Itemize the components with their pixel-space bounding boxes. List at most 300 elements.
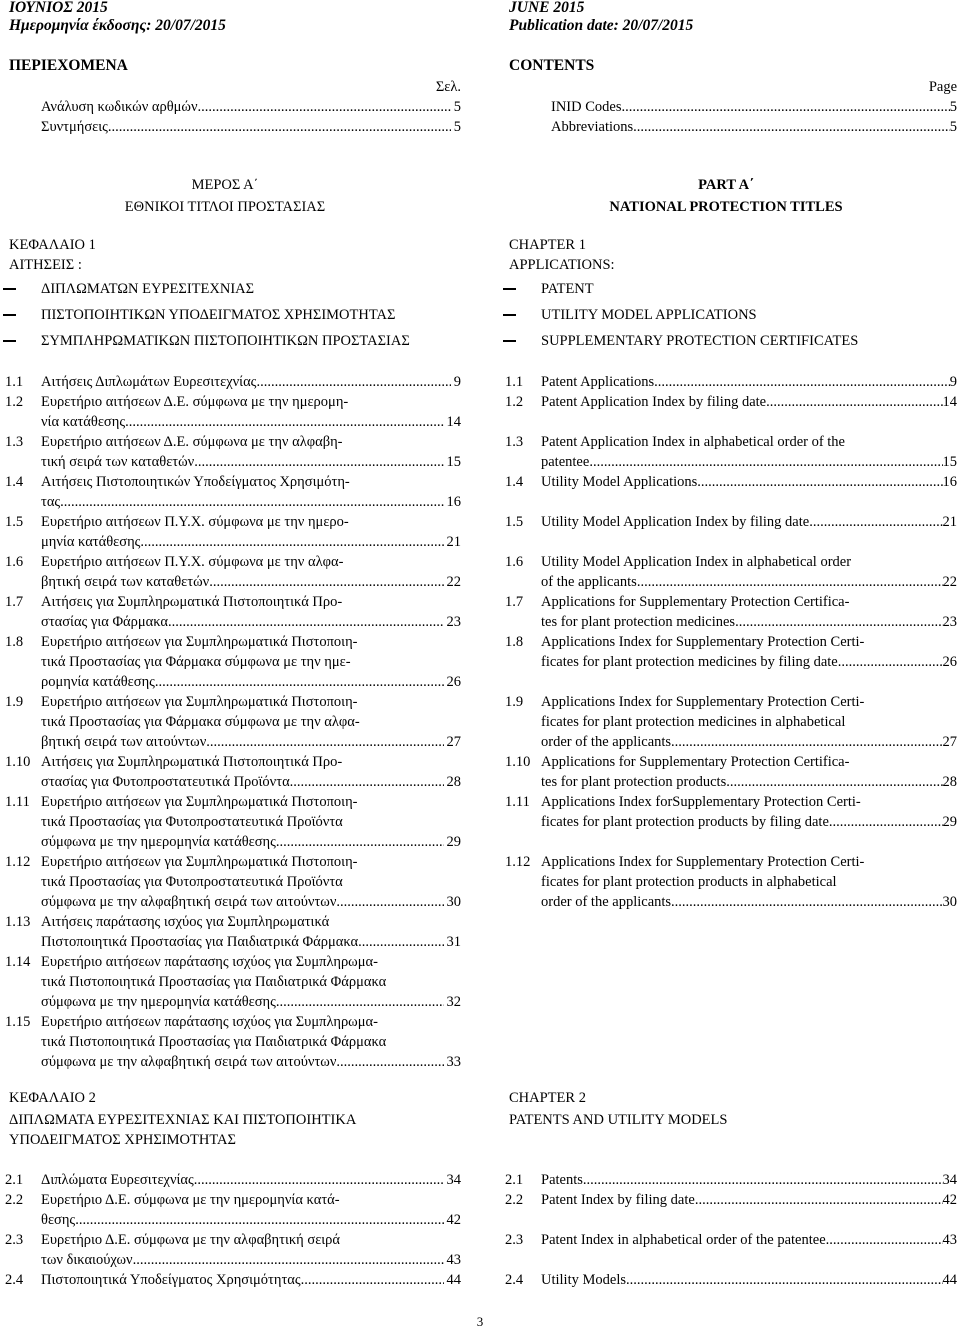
- toc-item-line: [541, 432, 957, 452]
- toc-item-text: μηνία κατάθεσης: [41, 534, 141, 550]
- dot-leader: [726, 772, 942, 792]
- toc-item-line: [541, 1190, 957, 1210]
- toc-item-line: [41, 452, 461, 472]
- toc-item-text: Ευρετήριο αιτήσεων για Συμπληρωματικά Πιστοποιη-: [41, 854, 358, 870]
- toc-item-number: 1.8: [505, 634, 524, 650]
- chapter-2-title: ΚΕΦΑΛΑΙΟ 2: [9, 1090, 96, 1106]
- toc-item-line: [541, 372, 957, 392]
- toc-item-page: 43: [446, 1252, 461, 1268]
- toc-item-text: Applications for Supplementary Protection Certifica-: [541, 594, 850, 610]
- toc-item-number: 1.9: [505, 694, 524, 710]
- dot-leader: [583, 1170, 943, 1190]
- dot-leader: [654, 372, 950, 392]
- toc-item-line: [41, 1012, 461, 1032]
- toc-item-number: 1.9: [5, 694, 24, 710]
- toc-item-number: 1.4: [505, 474, 524, 490]
- toc-item-body: [41, 392, 461, 432]
- dot-leader: [633, 117, 950, 137]
- dot-leader: [626, 1270, 943, 1290]
- toc-item-text: Ευρετήριο Δ.Ε. σύμφωνα με την αλφαβητική σειρά: [41, 1232, 341, 1248]
- toc-item-number: 2.4: [5, 1272, 24, 1288]
- toc-item-number: 1.2: [505, 394, 524, 410]
- toc-item-body: [541, 592, 957, 632]
- toc-item-body: [541, 552, 957, 592]
- toc-item-line: [41, 732, 461, 752]
- toc-item-text: ficates for plant protection medicines in alphabetical: [541, 714, 846, 730]
- dot-leader: [671, 732, 942, 752]
- toc-item-text: patentee: [541, 454, 590, 470]
- toc-item-line: [41, 1052, 461, 1072]
- toc-item-text: tes for plant protection products: [541, 774, 727, 790]
- toc-item-text: στασίας για Φάρμακα: [41, 614, 169, 630]
- dash-bullet: [3, 314, 16, 316]
- toc-item-line: [541, 512, 957, 532]
- dot-leader: [589, 452, 942, 472]
- toc-item-number: 1.3: [5, 434, 24, 450]
- toc-item-text: Applications for Supplementary Protection Certifica-: [541, 754, 850, 770]
- toc-item-text: Patent Application Index by filing date: [541, 394, 767, 410]
- toc-item-text: τικά Προστασίας για Φάρμακα σύμφωνα με την ημε-: [41, 654, 351, 670]
- toc-item-text: Αιτήσεις για Συμπληρωματικά Πιστοποιητικά Προ-: [41, 754, 343, 770]
- toc-item-line: [41, 592, 461, 612]
- toc-item-page: 33: [446, 1054, 461, 1070]
- toc-item-line: [41, 812, 461, 832]
- toc-item-page: 27: [446, 734, 461, 750]
- toc-entry-text: Συντμήσεις: [41, 119, 108, 135]
- toc-item-number: 2.3: [5, 1232, 24, 1248]
- toc-item-text: βητική σειρά των καταθετών: [41, 574, 210, 590]
- toc-item-page: 42: [942, 1192, 957, 1208]
- dot-leader: [336, 892, 443, 912]
- chapter-2-title: CHAPTER 2: [509, 1090, 586, 1106]
- toc-item-body: [41, 372, 461, 392]
- toc-item-body: [541, 432, 957, 472]
- dot-leader: [206, 732, 443, 752]
- toc-entry[interactable]: [551, 97, 957, 117]
- toc-item-text: order of the applicants: [541, 734, 672, 750]
- toc-item-body: [541, 392, 957, 412]
- toc-item-body: [41, 1190, 461, 1230]
- toc-item-line: [41, 872, 461, 892]
- toc-item-page: 23: [446, 614, 461, 630]
- publication-date: Publication date: 20/07/2015: [509, 17, 694, 34]
- toc-item-line: [41, 692, 461, 712]
- toc-item-text: τικά Πιστοποιητικά Προστασίας για Παιδιατρικά Φάρμακα: [41, 974, 387, 990]
- toc-item-page: 32: [446, 994, 461, 1010]
- dot-leader: [209, 572, 443, 592]
- toc-item-line: [41, 832, 461, 852]
- toc-item-text: Patent Applications: [541, 374, 655, 390]
- toc-item-text: τικά Προστασίας για Φυτοπροστατευτικά Προϊόντα: [41, 874, 343, 890]
- toc-item-page: 15: [446, 454, 461, 470]
- dot-leader: [301, 1270, 444, 1290]
- toc-item-body: [41, 912, 461, 952]
- toc-item-text: Patent Index in alphabetical order of the patentee: [541, 1232, 826, 1248]
- dot-leader: [108, 117, 451, 137]
- dot-leader: [133, 1250, 444, 1270]
- dot-leader: [826, 1230, 943, 1250]
- toc-item-page: 43: [942, 1232, 957, 1248]
- toc-entry[interactable]: [551, 117, 957, 137]
- toc-item-line: [41, 912, 461, 932]
- toc-item-page: 26: [446, 674, 461, 690]
- toc-item-body: [541, 372, 957, 392]
- toc-item-number: 1.15: [5, 1014, 31, 1030]
- toc-item-page: 14: [942, 394, 957, 410]
- toc-item-number: 1.3: [505, 434, 524, 450]
- toc-item-page: 27: [942, 734, 957, 750]
- part-title: PART A΄: [698, 177, 754, 193]
- toc-item-page: 22: [942, 574, 957, 590]
- toc-item-text: Ευρετήριο αιτήσεων παράτασης ισχύος για Συμπληρωμα-: [41, 954, 378, 970]
- part-subtitle: ΕΘΝΙΚΟΙ ΤΙΤΛΟΙ ΠΡΟΣΤΑΣΙΑΣ: [124, 199, 326, 215]
- toc-item-body: [541, 852, 957, 912]
- toc-item-text: Πιστοποιητικά Προστασίας για Παιδιατρικά Φάρμακα: [41, 934, 359, 950]
- toc-item-text: Αιτήσεις Διπλωμάτων Ευρεσιτεχνίας: [41, 374, 257, 390]
- toc-item-line: [41, 1230, 461, 1250]
- toc-item-number: 1.6: [5, 554, 24, 570]
- toc-item-text: Utility Model Application Index by filing date: [541, 514, 810, 530]
- toc-item-text: ficates for plant protection medicines by filing date: [541, 654, 838, 670]
- toc-item-body: [41, 752, 461, 792]
- toc-item-text: σύμφωνα με την αλφαβητική σειρά των αιτούντων: [41, 894, 337, 910]
- toc-item-page: 15: [942, 454, 957, 470]
- toc-item-number: 2.1: [5, 1172, 24, 1188]
- toc-item-line: [541, 1170, 957, 1190]
- toc-item-page: 26: [942, 654, 957, 670]
- toc-item-line: [541, 852, 957, 872]
- chapter-2-subtitle: ΥΠΟΔΕΙΓΜΑΤΟΣ ΧΡΗΣΙΜΟΤΗΤΑΣ: [9, 1132, 236, 1148]
- toc-entry-page: 5: [453, 99, 461, 115]
- toc-item-line: [41, 852, 461, 872]
- toc-item-line: [541, 392, 957, 412]
- issue-title: JUNE 2015: [509, 0, 585, 16]
- toc-item-line: [41, 672, 461, 692]
- toc-item-line: [41, 632, 461, 652]
- toc-item-text: των δικαιούχων: [41, 1252, 133, 1268]
- toc-item-text: Ευρετήριο αιτήσεων για Συμπληρωματικά Πιστοποιη-: [41, 794, 358, 810]
- toc-item-line: [41, 752, 461, 772]
- toc-item-number: 2.1: [505, 1172, 524, 1188]
- toc-entry-text: Abbreviations: [551, 119, 634, 135]
- toc-item-page: 42: [446, 1212, 461, 1228]
- toc-item-text: σύμφωνα με την ημερομηνία κατάθεσης: [41, 834, 276, 850]
- toc-item-page: 16: [446, 494, 461, 510]
- toc-entry[interactable]: [41, 117, 461, 137]
- application-type-label: ΣΥΜΠΛΗΡΩΜΑΤΙΚΩΝ ΠΙΣΤΟΠΟΙΗΤΙΚΩΝ ΠΡΟΣΤΑΣΙΑΣ: [41, 333, 410, 349]
- dot-leader: [276, 832, 444, 852]
- toc-item-body: [541, 1170, 957, 1190]
- toc-item-line: [541, 892, 957, 912]
- toc-item-line: [541, 552, 957, 572]
- toc-item-text: Applications Index for Supplementary Protection Certi-: [541, 634, 865, 650]
- dot-leader: [256, 372, 450, 392]
- dash-bullet: [3, 340, 16, 342]
- toc-item-line: [41, 532, 461, 552]
- toc-item-line: [41, 1032, 461, 1052]
- toc-item-body: [41, 632, 461, 692]
- toc-item-line: [41, 1250, 461, 1270]
- dot-leader: [697, 472, 942, 492]
- dot-leader: [140, 532, 443, 552]
- chapter-1-title: CHAPTER 1: [509, 237, 586, 253]
- toc-item-line: [541, 1230, 957, 1250]
- toc-item-page: 34: [446, 1172, 461, 1188]
- toc-item-line: [41, 952, 461, 972]
- chapter-2-subtitle: ΔΙΠΛΩΜΑΤΑ ΕΥΡΕΣΙΤΕΧΝΙΑΣ ΚΑΙ ΠΙΣΤΟΠΟΙΗΤΙΚΑ: [9, 1112, 357, 1128]
- dot-leader: [735, 612, 942, 632]
- toc-item-number: 1.14: [5, 954, 31, 970]
- toc-item-number: 1.11: [5, 794, 30, 810]
- dot-leader: [838, 652, 943, 672]
- dot-leader: [194, 1170, 444, 1190]
- toc-item-line: [41, 612, 461, 632]
- dash-bullet: [503, 340, 516, 342]
- toc-item-number: 1.8: [5, 634, 24, 650]
- toc-item-text: Αιτήσεις παράτασης ισχύος για Συμπληρωματικά: [41, 914, 330, 930]
- toc-item-line: [41, 972, 461, 992]
- toc-item-line: [541, 752, 957, 772]
- part-subtitle: NATIONAL PROTECTION TITLES: [609, 199, 843, 215]
- toc-item-page: 21: [446, 534, 461, 550]
- toc-item-page: 34: [942, 1172, 957, 1188]
- toc-entry-page: 5: [453, 119, 461, 135]
- toc-item-page: 31: [446, 934, 461, 950]
- toc-item-body: [41, 552, 461, 592]
- toc-item-text: τικά Προστασίας για Φάρμακα σύμφωνα με την αλφα-: [41, 714, 360, 730]
- dot-leader: [276, 992, 444, 1012]
- toc-item-text: Applications Index for Supplementary Protection Certi-: [541, 854, 865, 870]
- toc-item-line: [41, 512, 461, 532]
- toc-item-text: Utility Models: [541, 1272, 626, 1288]
- toc-item-page: 30: [446, 894, 461, 910]
- toc-item-number: 1.1: [5, 374, 24, 390]
- toc-item-text: θεσης: [41, 1212, 76, 1228]
- toc-item-text: of the applicants: [541, 574, 637, 590]
- toc-item-body: [541, 1270, 957, 1290]
- toc-item-number: 1.10: [5, 754, 31, 770]
- dot-leader: [198, 97, 451, 117]
- toc-item-body: [41, 952, 461, 1012]
- dot-leader: [194, 452, 443, 472]
- page-column-label: Σελ.: [435, 79, 461, 95]
- toc-item-number: 1.7: [5, 594, 24, 610]
- toc-item-number: 1.10: [505, 754, 531, 770]
- toc-item-text: Utility Model Applications: [541, 474, 698, 490]
- toc-item-line: [41, 792, 461, 812]
- toc-item-text: νία κατάθεσης: [41, 414, 126, 430]
- toc-item-page: 28: [446, 774, 461, 790]
- toc-item-page: 23: [942, 614, 957, 630]
- toc-item-text: Αιτήσεις Πιστοποιητικών Υποδείγματος Χρησιμότη-: [41, 474, 350, 490]
- toc-item-text: Patent Application Index in alphabetical order of the: [541, 434, 845, 450]
- toc-item-text: Patents: [541, 1172, 583, 1188]
- contents-title: CONTENTS: [509, 57, 595, 74]
- toc-item-text: Ευρετήριο αιτήσεων Π.Υ.Χ. σύμφωνα με την ημερο-: [41, 514, 349, 530]
- toc-item-line: [41, 392, 461, 412]
- toc-item-number: 1.12: [505, 854, 531, 870]
- dot-leader: [809, 512, 942, 532]
- toc-item-text: order of the applicants: [541, 894, 672, 910]
- toc-item-number: 1.2: [5, 394, 24, 410]
- application-type-label: SUPPLEMENTARY PROTECTION CERTIFICATES: [541, 333, 859, 349]
- toc-item-page: 21: [942, 514, 957, 530]
- toc-item-body: [41, 472, 461, 512]
- dot-leader: [637, 572, 943, 592]
- chapter-1-title: ΚΕΦΑΛΑΙΟ 1: [9, 237, 96, 253]
- toc-item-page: 9: [453, 374, 461, 390]
- toc-item-page: 16: [942, 474, 957, 490]
- toc-item-number: 1.7: [505, 594, 524, 610]
- dot-leader: [766, 392, 942, 412]
- toc-item-number: 1.1: [505, 374, 524, 390]
- toc-item-line: [41, 372, 461, 392]
- toc-entry-page: 5: [949, 119, 957, 135]
- page-number: 3: [476, 1314, 484, 1329]
- toc-item-body: [41, 1012, 461, 1072]
- toc-item-line: [541, 692, 957, 712]
- toc-item-line: [41, 1270, 461, 1290]
- toc-item-line: [41, 472, 461, 492]
- toc-item-line: [41, 992, 461, 1012]
- toc-item-number: 2.2: [505, 1192, 524, 1208]
- toc-item-line: [541, 612, 957, 632]
- toc-item-text: ficates for plant protection products by filing date.: [541, 814, 833, 830]
- dot-leader: [290, 772, 444, 792]
- toc-item-line: [541, 1270, 957, 1290]
- toc-item-text: Ευρετήριο αιτήσεων παράτασης ισχύος για Συμπληρωμα-: [41, 1014, 378, 1030]
- toc-item-text: Ευρετήριο αιτήσεων για Συμπληρωματικά Πιστοποιη-: [41, 694, 358, 710]
- toc-item-line: [541, 632, 957, 652]
- toc-item-line: [541, 572, 957, 592]
- toc-item-text: βητική σειρά των αιτούντων: [41, 734, 207, 750]
- dot-leader: [695, 1190, 943, 1210]
- dot-leader: [75, 1210, 443, 1230]
- toc-item-body: [541, 632, 957, 672]
- toc-item-text: Αιτήσεις για Συμπληρωματικά Πιστοποιητικά Προ-: [41, 594, 343, 610]
- toc-item-page: 29: [446, 834, 461, 850]
- toc-item-text: Ευρετήριο αιτήσεων Δ.Ε. σύμφωνα με την ημερομη-: [41, 394, 349, 410]
- toc-item-text: Ευρετήριο Δ.Ε. σύμφωνα με την ημερομηνία κατά-: [41, 1192, 340, 1208]
- toc-item-text: σύμφωνα με την αλφαβητική σειρά των αιτούντων: [41, 1054, 337, 1070]
- toc-item-line: [41, 572, 461, 592]
- toc-item-line: [41, 552, 461, 572]
- toc-item-line: [541, 592, 957, 612]
- toc-item-page: 28: [942, 774, 957, 790]
- page-column-label: Page: [928, 79, 957, 95]
- dot-leader: [833, 812, 943, 832]
- toc-entry-page: 5: [949, 99, 957, 115]
- toc-item-number: 1.5: [505, 514, 524, 530]
- toc-item-number: 1.6: [505, 554, 524, 570]
- toc-item-text: tes for plant protection medicines: [541, 614, 736, 630]
- toc-item-line: [541, 652, 957, 672]
- toc-item-line: [41, 492, 461, 512]
- toc-item-text: Ευρετήριο αιτήσεων Π.Υ.Χ. σύμφωνα με την αλφα-: [41, 554, 344, 570]
- toc-item-line: [541, 472, 957, 492]
- toc-item-page: 44: [942, 1272, 957, 1288]
- toc-item-line: [41, 652, 461, 672]
- toc-item-body: [541, 752, 957, 792]
- toc-item-page: 29: [942, 814, 957, 830]
- toc-item-text: Διπλώματα Ευρεσιτεχνίας: [41, 1172, 194, 1188]
- toc-item-body: [541, 512, 957, 532]
- toc-item-text: Πιστοποιητικά Υποδείγματος Χρησιμότητας: [41, 1272, 301, 1288]
- toc-item-line: [41, 1210, 461, 1230]
- toc-item-number: 1.13: [5, 914, 31, 930]
- toc-item-body: [541, 1190, 957, 1210]
- toc-item-body: [41, 1270, 461, 1290]
- application-type-label: PATENT: [541, 281, 594, 297]
- application-type-label: ΔΙΠΛΩΜΑΤΩΝ ΕΥΡΕΣΙΤΕΧΝΙΑΣ: [41, 281, 255, 297]
- toc-item-text: Utility Model Application Index in alphabetical order: [541, 554, 852, 570]
- toc-item-number: 1.11: [505, 794, 530, 810]
- toc-item-body: [41, 1170, 461, 1190]
- toc-item-number: 2.4: [505, 1272, 524, 1288]
- toc-item-line: [541, 732, 957, 752]
- toc-item-line: [541, 872, 957, 892]
- toc-item-text: τικά Πιστοποιητικά Προστασίας για Παιδιατρικά Φάρμακα: [41, 1034, 387, 1050]
- dot-leader: [671, 892, 942, 912]
- toc-item-text: ficates for plant protection products in alphabetical: [541, 874, 837, 890]
- dot-leader: [336, 1052, 443, 1072]
- chapter-1-subtitle: APPLICATIONS:: [509, 257, 615, 273]
- toc-item-body: [41, 792, 461, 852]
- toc-item-body: [41, 592, 461, 632]
- toc-item-text: Ευρετήριο αιτήσεων για Συμπληρωματικά Πιστοποιη-: [41, 634, 358, 650]
- toc-item-page: 22: [446, 574, 461, 590]
- dash-bullet: [503, 288, 516, 290]
- dash-bullet: [3, 288, 16, 290]
- chapter-2-subtitle: PATENTS AND UTILITY MODELS: [509, 1112, 728, 1128]
- toc-item-text: Applications Index forSupplementary Protection Certi-: [541, 794, 861, 810]
- toc-entry-text: Ανάλυση κωδικών αρθμών: [41, 99, 198, 115]
- toc-item-text: τική σειρά των καταθετών: [41, 454, 195, 470]
- toc-item-body: [541, 1230, 957, 1250]
- toc-item-page: 44: [446, 1272, 461, 1288]
- toc-item-text: ρομηνία κατάθεσης: [41, 674, 155, 690]
- toc-item-text: Ευρετήριο αιτήσεων Δ.Ε. σύμφωνα με την αλφαβη-: [41, 434, 343, 450]
- toc-item-line: [541, 792, 957, 812]
- toc-item-line: [41, 712, 461, 732]
- toc-item-body: [41, 1230, 461, 1270]
- toc-item-body: [541, 472, 957, 492]
- dash-bullet: [503, 314, 516, 316]
- dot-leader: [358, 932, 443, 952]
- toc-item-body: [541, 692, 957, 752]
- issue-title: ΙΟΥΝΙΟΣ 2015: [9, 0, 108, 16]
- toc-item-line: [541, 772, 957, 792]
- toc-entry[interactable]: [41, 97, 461, 117]
- toc-item-text: στασίας για Φυτοπροστατευτικά Προϊόντα: [41, 774, 290, 790]
- dot-leader: [60, 492, 443, 512]
- dot-leader: [168, 612, 443, 632]
- chapter-1-subtitle: ΑΙΤΗΣΕΙΣ :: [9, 257, 82, 273]
- toc-entry-text: INID Codes: [551, 99, 622, 115]
- toc-item-line: [41, 432, 461, 452]
- toc-item-page: 30: [942, 894, 957, 910]
- toc-item-body: [541, 792, 957, 832]
- toc-item-number: 2.2: [5, 1192, 24, 1208]
- toc-item-line: [541, 812, 957, 832]
- dot-leader: [155, 672, 444, 692]
- toc-item-body: [41, 692, 461, 752]
- toc-item-number: 1.12: [5, 854, 31, 870]
- toc-item-line: [41, 772, 461, 792]
- toc-item-text: τικά Προστασίας για Φυτοπροστατευτικά Προϊόντα: [41, 814, 343, 830]
- toc-item-page: 9: [949, 374, 957, 390]
- toc-item-line: [41, 412, 461, 432]
